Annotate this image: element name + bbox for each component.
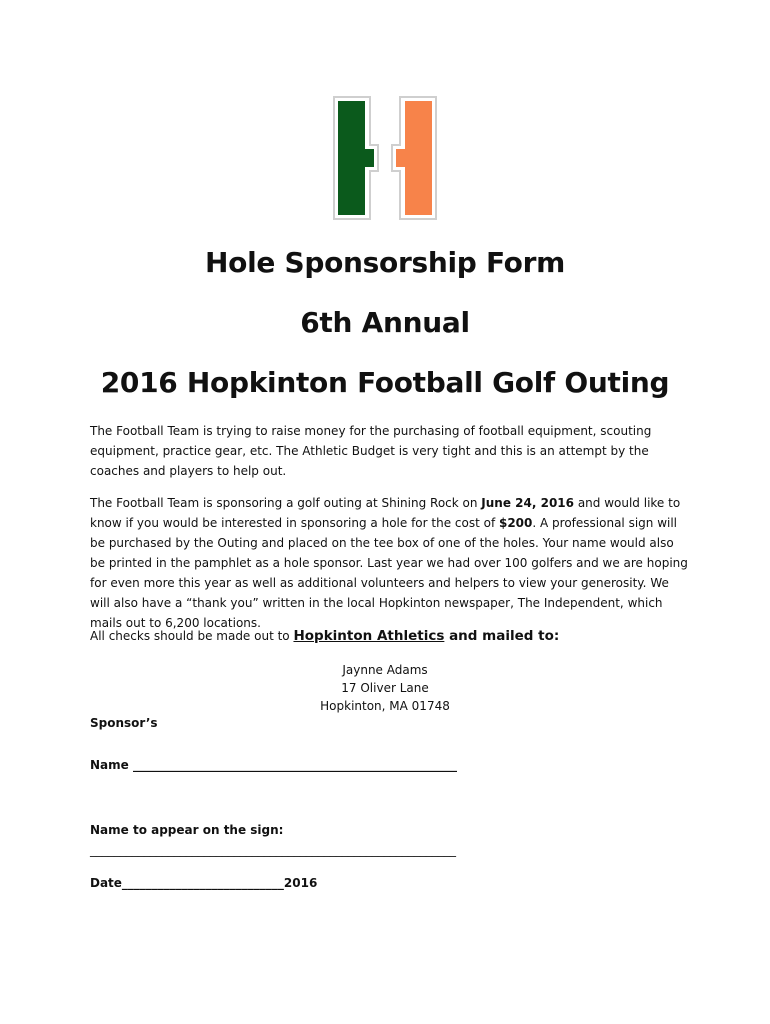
form-title: Hole Sponsorship Form [205,246,565,279]
payee-name: Hopkinton Athletics [293,628,445,644]
details-paragraph [90,493,690,633]
sign-name-label: Name to appear on the sign: [90,823,284,837]
sponsor-name-field[interactable]: Name ______________________________________________________ [90,758,457,772]
payment-text-a: All checks should be made out to [90,629,294,643]
sign-name-field[interactable]: _____________________________________________________________ [90,843,456,857]
address-city: Hopkinton, MA 01748 [320,699,450,713]
address-name: Jaynne Adams [342,663,428,677]
edition-title: 6th Annual [300,306,470,339]
event-date: June 24, 2016 [481,496,574,510]
event-title: 2016 Hopkinton Football Golf Outing [100,366,670,399]
details-text-a: The Football Team is sponsoring a golf outing at Shining Rock on [90,496,482,510]
details-text-c: . A professional sign will be purchased by the Outing and placed on the tee box of one of the holes. Your name would also be printed in the pamphlet as a hole sponsor. Last year we had over 100 golfers and we are hoping for even more this year as well as additional volunteers and helpers to view your generosity. We will also have a “thank you” written in the local Hopkinton newspaper, The Independent, which mails out to 6,200 locations. [90,516,688,630]
date-field[interactable]: Date___________________________2016 [90,876,318,890]
intro-paragraph: The Football Team is trying to raise money for the purchasing of football equipment, scouting equipment, practice gear, etc. The Athletic Budget is very tight and this is an attempt by the coaches and players to help out. [90,424,652,478]
sponsor-cost: $200 [498,516,533,530]
payment-instructions [90,626,690,646]
details-text-b: and would like to know if you would be interested in sponsoring a hole for the cost of [90,496,681,530]
sponsor-heading: Sponsor’s [90,716,158,730]
payment-text-b: and mailed to: [444,628,560,644]
address-street: 17 Oliver Lane [341,681,429,695]
mailing-address [0,661,770,715]
hopkinton-h-logo [332,95,438,221]
